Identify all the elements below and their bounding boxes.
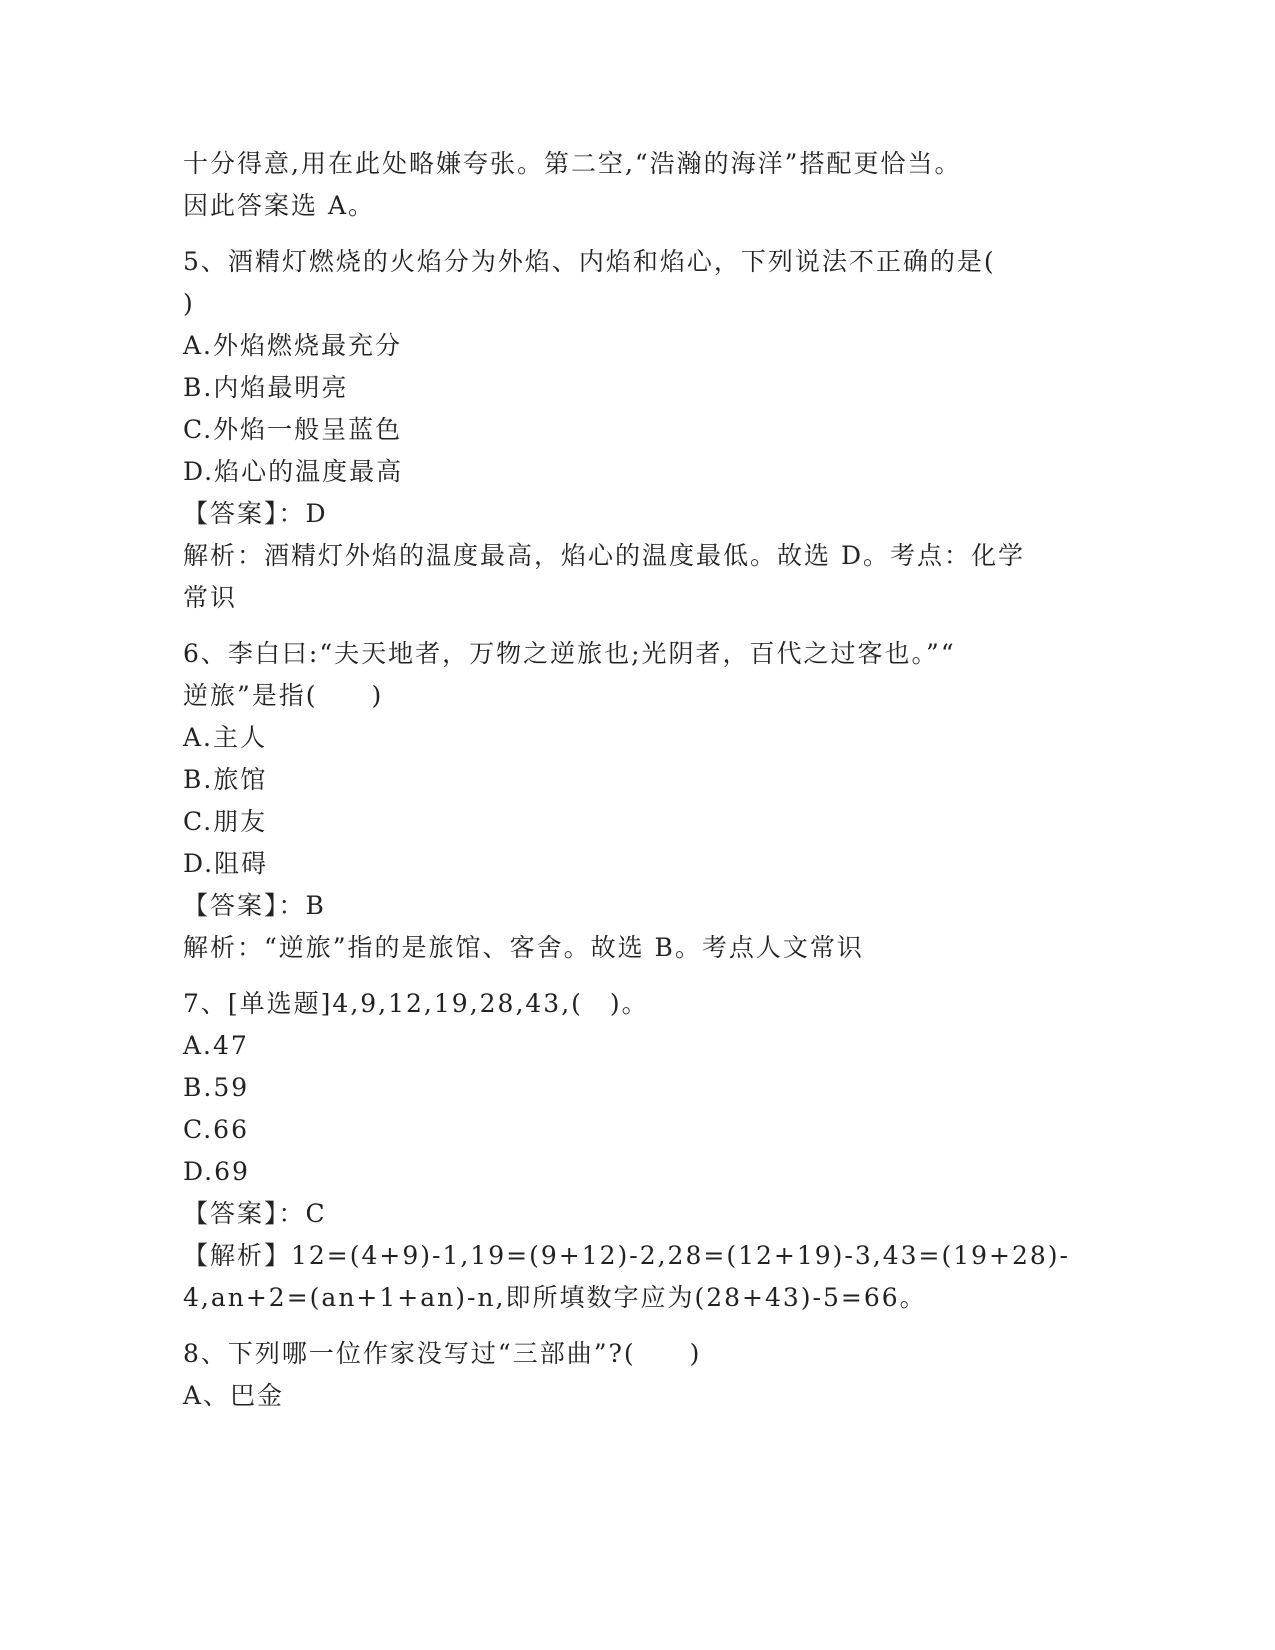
analysis-line: 【解析】12=(4+9)-1,19=(9+12)-2,28=(12+19)-3,43=(19+28)-	[183, 1241, 1070, 1270]
question-6	[183, 633, 1083, 969]
analysis-line: 常识	[183, 583, 238, 612]
question-stem: 8、下列哪一位作家没写过“三部曲”?( )	[183, 1339, 702, 1368]
question-5	[183, 241, 1083, 619]
analysis-line: 解析：酒精灯外焰的温度最高，焰心的温度最低。故选 D。考点：化学	[183, 541, 1025, 570]
text-line: 因此答案选 A。	[183, 191, 376, 220]
answer-line: 【答案】：D	[183, 499, 328, 528]
option-a: A.47	[183, 1031, 249, 1060]
option-d: D.焰心的温度最高	[183, 457, 404, 486]
document-page	[183, 143, 1083, 1417]
question-stem: 6、李白曰:“夫天地者，万物之逆旅也;光阴者，百代之过客也。”“	[183, 639, 956, 668]
text-line: 十分得意,用在此处略嫌夸张。第二空,“浩瀚的海洋”搭配更恰当。	[183, 149, 962, 178]
option-d: D.69	[183, 1157, 250, 1186]
option-b: B.旅馆	[183, 765, 268, 794]
option-a: A.外焰燃烧最充分	[183, 331, 403, 360]
option-a: A、巴金	[183, 1381, 285, 1410]
answer-line: 【答案】：B	[183, 891, 326, 920]
question-7	[183, 983, 1083, 1319]
question-8	[183, 1333, 1083, 1417]
question-stem: 逆旅”是指( )	[183, 681, 384, 710]
analysis-line: 4,an+2=(an+1+an)-n,即所填数字应为(28+43)-5=66。	[183, 1283, 927, 1312]
previous-analysis-continuation	[183, 143, 1083, 227]
option-b: B.内焰最明亮	[183, 373, 349, 402]
option-c: C.朋友	[183, 807, 268, 836]
question-stem: )	[183, 289, 195, 318]
option-c: C.外焰一般呈蓝色	[183, 415, 403, 444]
option-a: A.主人	[183, 723, 268, 752]
option-c: C.66	[183, 1115, 249, 1144]
question-stem: 7、[单选题]4,9,12,19,28,43,( )。	[183, 989, 649, 1018]
option-b: B.59	[183, 1073, 250, 1102]
analysis-line: 解析：“逆旅”指的是旅馆、客舍。故选 B。考点人文常识	[183, 933, 864, 962]
answer-line: 【答案】：C	[183, 1199, 327, 1228]
question-stem: 5、酒精灯燃烧的火焰分为外焰、内焰和焰心，下列说法不正确的是(	[183, 247, 996, 276]
option-d: D.阻碍	[183, 849, 269, 878]
